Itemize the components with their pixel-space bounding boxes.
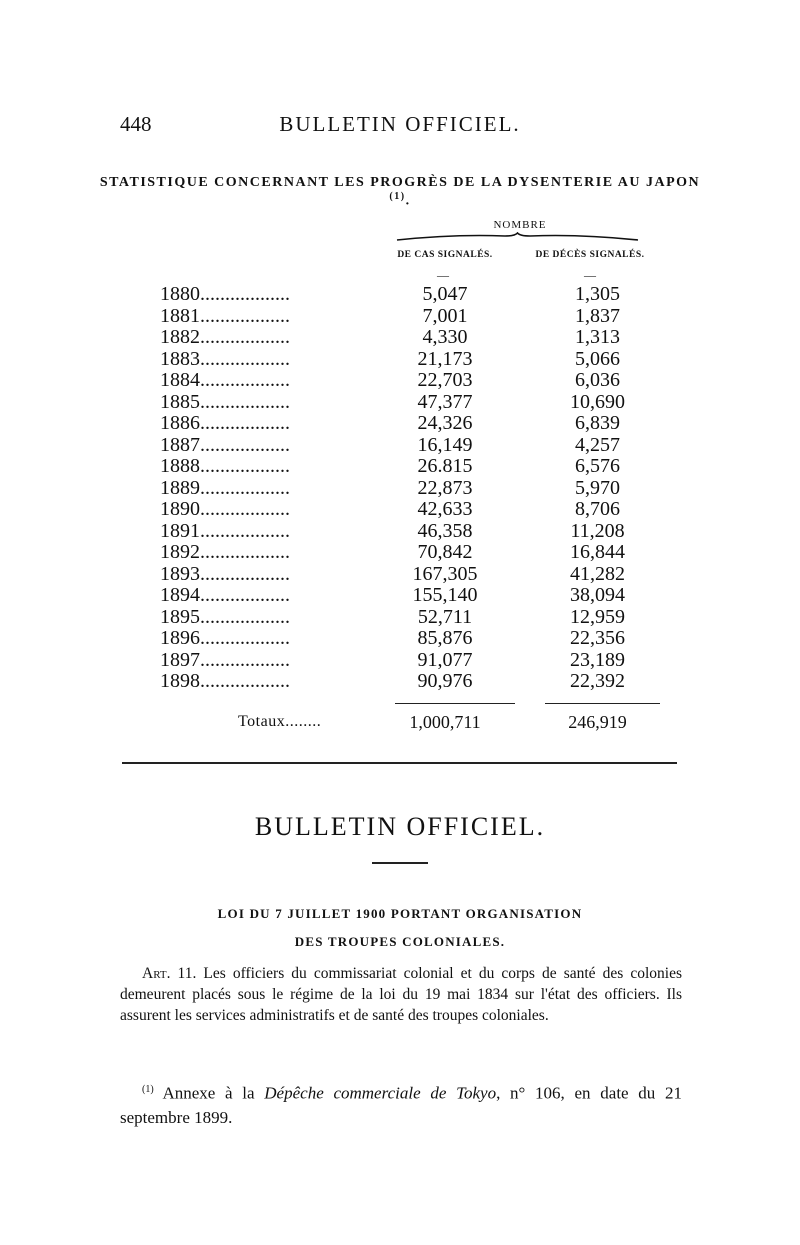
leader-dots: .................. xyxy=(200,499,290,520)
year-cell: 1888.................. xyxy=(160,456,290,477)
year-cell: 1883.................. xyxy=(160,348,290,370)
cas-cell: 90,976 xyxy=(417,670,473,692)
year-cell: 1882.................. xyxy=(160,327,290,348)
column-group-header: NOMBRE xyxy=(493,219,547,231)
deces-cell: 12,959 xyxy=(570,605,625,628)
totals-cas: 1,000,711 xyxy=(409,712,481,732)
year-cell: 1898.................. xyxy=(160,671,290,692)
leader-dots: .................. xyxy=(200,327,290,348)
footnote-text-after: , n° 106, en date du 21 septembre 1899. xyxy=(120,1083,683,1127)
deces-cell: 8,706 xyxy=(575,498,620,520)
year-cell: 1880.................. xyxy=(160,284,290,305)
year-cell: 1896.................. xyxy=(160,628,290,649)
page-header xyxy=(120,112,680,142)
totals-label: Totaux........ xyxy=(238,713,322,730)
year-cell: 1885.................. xyxy=(160,391,290,413)
column-header-deces: DE DÉCÈS SIGNALÉS. xyxy=(535,250,645,260)
running-title: BULLETIN OFFICIEL. xyxy=(279,112,521,136)
statistics-title: STATISTIQUE CONCERNANT LES PROGRÈS DE LA DYSENTERIE AU JAPON $^{(1)}$. xyxy=(99,175,701,209)
leader-dots: .................. xyxy=(200,284,290,305)
deces-cell: 10,690 xyxy=(570,390,625,413)
statistics-table xyxy=(160,284,660,693)
leader-dots: .................. xyxy=(200,563,290,585)
cas-cell: 91,077 xyxy=(417,648,473,671)
leader-dots: .................. xyxy=(200,542,290,563)
table-row xyxy=(160,671,660,693)
year-cell: 1887.................. xyxy=(160,434,290,456)
table-row xyxy=(160,628,660,650)
deces-cell: 4,257 xyxy=(575,433,620,456)
page-number: 448 xyxy=(120,112,152,136)
article-label: Art. 11. xyxy=(142,965,197,982)
leader-dots: .................. xyxy=(200,649,290,671)
total-rule-deces xyxy=(545,703,660,704)
year-cell: 1891.................. xyxy=(160,520,290,542)
deces-cell: 1,305 xyxy=(575,283,620,305)
deces-cell: 5,970 xyxy=(575,476,620,499)
deces-cell: 6,576 xyxy=(575,455,620,477)
deces-cell: 16,844 xyxy=(570,541,625,563)
footnote-publication: Dépêche commerciale de Tokyo xyxy=(264,1083,497,1103)
leader-dots: .................. xyxy=(200,477,290,499)
article-11 xyxy=(120,963,682,1026)
leader-dots: .................. xyxy=(200,434,290,456)
cas-cell: 46,358 xyxy=(417,519,473,542)
leader-dots: .................. xyxy=(200,456,290,477)
leader-dots: .................. xyxy=(200,348,290,370)
year-cell: 1895.................. xyxy=(160,606,290,628)
year-cell: 1890.................. xyxy=(160,499,290,520)
table-row xyxy=(160,542,660,564)
leader-dots: .................. xyxy=(200,391,290,413)
leader-dots: .................. xyxy=(200,628,290,649)
deces-cell: 41,282 xyxy=(570,562,625,585)
table-row xyxy=(160,306,660,328)
footnote-reference: (1) xyxy=(389,191,406,202)
deces-cell: 22,356 xyxy=(570,627,625,649)
law-title xyxy=(140,900,660,956)
cas-cell: 26.815 xyxy=(417,455,473,477)
section-divider xyxy=(122,762,677,764)
year-cell: 1894.................. xyxy=(160,585,290,606)
table-row xyxy=(160,370,660,392)
totals-row xyxy=(160,709,660,735)
table-row xyxy=(160,585,660,607)
leader-dots: .................. xyxy=(200,305,290,327)
deces-cell: 1,313 xyxy=(575,326,620,348)
table-row xyxy=(160,564,660,586)
cas-cell: 7,001 xyxy=(422,304,468,327)
cas-cell: 21,173 xyxy=(417,347,473,370)
leader-dots: .................. xyxy=(200,520,290,542)
column-header-cas: DE CAS SIGNALÉS. xyxy=(397,250,493,260)
deces-cell: 22,392 xyxy=(570,670,625,692)
year-cell: 1897.................. xyxy=(160,649,290,671)
table-row xyxy=(160,456,660,478)
bulletin-title: BULLETIN OFFICIEL. xyxy=(254,812,546,841)
table-row xyxy=(160,413,660,435)
footnote xyxy=(120,1078,682,1130)
table-row xyxy=(160,327,660,349)
deces-cell: 6,839 xyxy=(575,412,620,434)
table-row xyxy=(160,435,660,457)
article-text: Les officiers du commissariat colonial et du corps de santé des colonies demeurent placés sous le régime de la loi du 19 mai 1834 sur l'état des officiers. Ils assurent les services administratifs et de santé des troupes coloniales. xyxy=(120,965,683,1024)
table-row xyxy=(160,478,660,500)
cas-cell: 24,326 xyxy=(417,412,473,434)
cas-cell: 70,842 xyxy=(417,541,473,563)
total-rule-cas xyxy=(395,703,515,704)
cas-cell: 16,149 xyxy=(417,433,473,456)
leader-dots: .................. xyxy=(200,585,290,606)
deces-cell: 1,837 xyxy=(575,304,620,327)
cas-cell: 22,703 xyxy=(417,369,473,391)
cas-cell: 42,633 xyxy=(417,498,473,520)
column-dash: — xyxy=(584,268,596,282)
year-cell: 1893.................. xyxy=(160,563,290,585)
year-cell: 1884.................. xyxy=(160,370,290,391)
footnote-marker: (1) xyxy=(142,1084,154,1095)
table-row xyxy=(160,284,660,306)
footnote-text-before: Annexe à la xyxy=(162,1083,255,1103)
cas-cell: 155,140 xyxy=(412,584,478,606)
leader-dots: .................. xyxy=(200,606,290,628)
deces-cell: 38,094 xyxy=(570,584,625,606)
year-cell: 1889.................. xyxy=(160,477,290,499)
cas-cell: 5,047 xyxy=(422,283,468,305)
cas-cell: 85,876 xyxy=(417,627,473,649)
cas-cell: 22,873 xyxy=(417,476,473,499)
table-row xyxy=(160,349,660,371)
cas-cell: 4,330 xyxy=(422,326,468,348)
cas-cell: 167,305 xyxy=(412,562,478,585)
title-underline xyxy=(372,862,428,864)
deces-cell: 6,036 xyxy=(575,369,620,391)
brace-divider xyxy=(395,232,640,242)
leader-dots: .................. xyxy=(200,370,290,391)
deces-cell: 11,208 xyxy=(570,519,625,542)
law-title-line-2: DES TROUPES COLONIALES. xyxy=(294,934,506,949)
table-row xyxy=(160,392,660,414)
table-row xyxy=(160,650,660,672)
law-title-line-1: LOI DU 7 JUILLET 1900 PORTANT ORGANISATION xyxy=(217,906,583,921)
totals-deces: 246,919 xyxy=(568,712,627,732)
cas-cell: 52,711 xyxy=(417,605,473,628)
year-cell: 1881.................. xyxy=(160,305,290,327)
column-dash: — xyxy=(437,268,449,282)
cas-cell: 47,377 xyxy=(417,390,473,413)
table-row xyxy=(160,521,660,543)
statistics-title-text: STATISTIQUE CONCERNANT LES PROGRÈS DE LA DYSENTERIE AU JAPON xyxy=(99,175,701,190)
deces-cell: 23,189 xyxy=(570,648,625,671)
year-cell: 1886.................. xyxy=(160,413,290,434)
deces-cell: 5,066 xyxy=(575,347,620,370)
table-row xyxy=(160,607,660,629)
year-cell: 1892.................. xyxy=(160,542,290,563)
leader-dots: .................. xyxy=(200,671,290,692)
leader-dots: .................. xyxy=(200,413,290,434)
table-row xyxy=(160,499,660,521)
